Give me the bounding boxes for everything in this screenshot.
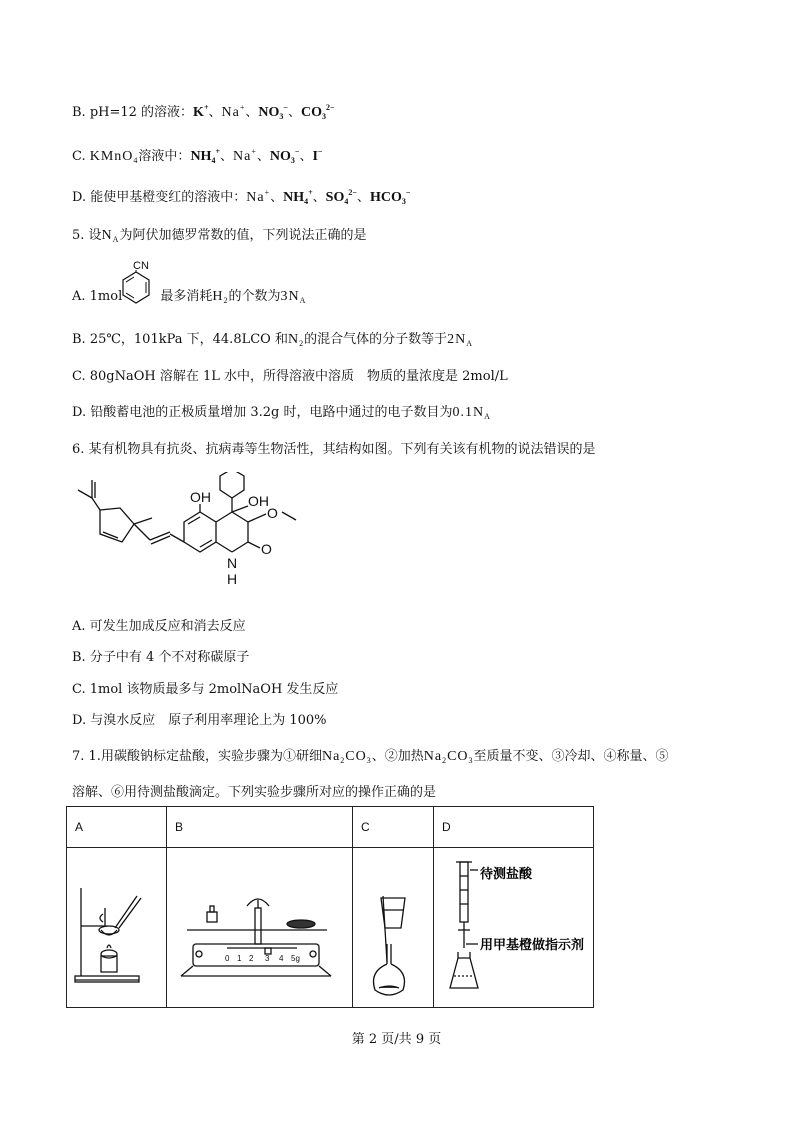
q5-stem: 5. 设$N_A$为阿伏加德罗常数的值，下列说法正确的是 [72, 228, 367, 244]
q7-options-table [66, 806, 594, 1008]
scale-tick: 3 [265, 954, 270, 963]
na2co3-formula-2: $Na_2CO_3$ [423, 749, 474, 765]
q6-option-d: D. 与溴水反应 原子利用率理论上为 100% [72, 713, 327, 728]
ion-no3: $NO_3^-$ [269, 147, 300, 165]
q4-option-d: D. 能使甲基橙变红的溶液中：Na+、$NH_4^+$、$SO_4^{2-}$、$HCO_3^-$ [72, 188, 411, 206]
scale-tick: 4 [279, 954, 284, 963]
ion-k: K+ [193, 103, 209, 120]
q5-option-c: C. 80gNaOH 溶解在 1L 水中，所得溶液中溶质 物质的量浓度是 2mol/L [72, 369, 508, 384]
q5-d-count: $0.1N_A$ [452, 405, 491, 421]
ion-hco3: $HCO_3^-$ [369, 188, 411, 206]
n-label: N [227, 555, 238, 571]
q7-stem-line1: 7. 1.用碳酸钠标定盐酸，实验步骤为①研细$Na_2CO_3$、②加热$Na_2CO_3$至质量不变、③冷却、④称量、⑤ [72, 749, 669, 765]
na2co3-formula: $Na_2CO_3$ [321, 749, 372, 765]
scale-tick: 2 [249, 954, 254, 963]
titrant-label: 待测盐酸 [480, 866, 533, 881]
q7-figure-c [353, 848, 434, 1008]
cn-label: CN [133, 260, 149, 272]
ion-nh4: $NH_4^+$ [283, 188, 313, 206]
q5-b-count: $2N_A$ [447, 332, 474, 348]
organic-molecule-structure [70, 472, 310, 600]
q5-a-count: $3N_A$ [280, 289, 307, 305]
oh-label-1: OH [190, 489, 211, 505]
h2-formula: $H_2$ [212, 289, 229, 305]
q7-figure-b [167, 848, 353, 1008]
q6-option-a: A. 可发生加成反应和消去反应 [72, 619, 246, 634]
q6-option-b: B. 分子中有 4 个不对称碳原子 [72, 650, 250, 665]
page-footer: 第 2 页/共 9 页 [351, 1032, 442, 1047]
ion-nh4: $NH_4^+$ [190, 147, 220, 165]
q7-stem-line2: 溶解、⑥用待测盐酸滴定。下列实验步骤所对应的操作正确的是 [72, 785, 437, 800]
q4-option-b-label: B. pH=12 的溶液： [72, 105, 194, 120]
q5-option-d: D. 铅酸蓄电池的正极质量增加 3.2g 时，电路中通过的电子数目为$0.1N_A$ [72, 405, 491, 421]
q7-header-c: C [353, 807, 434, 848]
q7-header-a: A [67, 807, 167, 848]
ion-na: Na+ [233, 147, 257, 164]
oh-label-2: OH [248, 493, 269, 509]
o-label: O [261, 541, 272, 557]
ion-i: I− [312, 147, 323, 164]
h-label: H [227, 571, 238, 587]
ion-no3: $NO_3^-$ [258, 103, 288, 121]
heating-apparatus-figure [67, 848, 158, 1004]
scale-tick: 1 [237, 954, 242, 963]
q7-header-b: B [167, 807, 353, 848]
q7-header-d: D [434, 807, 594, 848]
q6-option-c: C. 1mol 该物质最多与 2molNaOH 发生反应 [72, 682, 339, 697]
ion-na: Na+ [246, 188, 271, 205]
scale-tick: 0 [225, 954, 230, 963]
q6-stem: 6. 某有机物具有抗炎、抗病毒等生物活性，其结构如图。下列有关该有机物的说法错误的是 [72, 442, 596, 457]
q5-option-a: A. 1mol 最多消耗$H_2$的个数为$3N_A$ [72, 289, 307, 305]
q4-option-c: C. KMnO$_4$溶液中：$NH_4^+$、Na+、$NO_3^-$、I− [72, 147, 323, 165]
indicator-label: 用甲基橙做指示剂 [480, 937, 585, 952]
balance-scale-figure [167, 848, 344, 1004]
ion-so4: $SO_4^{2-}$ [325, 188, 357, 206]
avogadro-symbol: $N_A$ [101, 228, 120, 244]
q7-figure-d [434, 848, 594, 1008]
reagent-kmno4: KMnO$_4$ [89, 149, 139, 165]
ion-na: Na+ [221, 103, 246, 120]
svg-text:O: O [267, 505, 278, 521]
titration-figure [434, 848, 585, 1004]
scale-tick: 5g [291, 954, 300, 963]
n2-formula: $N_2$ [287, 332, 305, 348]
volumetric-flask-figure [353, 848, 425, 1004]
benzonitrile-structure [117, 258, 157, 308]
q7-figure-a [67, 848, 167, 1008]
q4-option-b: B. pH=12 的溶液：K+、Na+、$NO_3^-$、$CO_3^{2-}$ [72, 103, 335, 121]
ion-co3: $CO_3^{2-}$ [300, 103, 335, 121]
q5-option-b: B. 25℃，101kPa 下，44.8LCO 和$N_2$的混合气体的分子数等于$2N_A$ [72, 332, 474, 348]
